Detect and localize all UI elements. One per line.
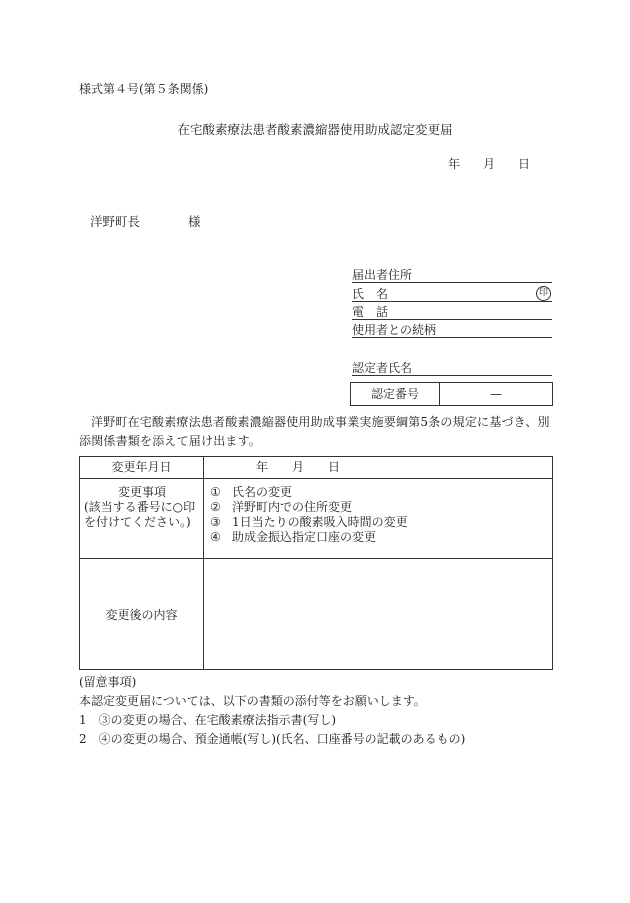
notes-item-2: 2 ④の変更の場合、預金通帳(写し)(氏名、口座番号の記載のあるもの) [79, 732, 466, 746]
change-date-year: 年 [256, 460, 269, 474]
cert-number-label: 認定番号 [351, 383, 440, 405]
date-month-label: 月 [483, 157, 496, 171]
body-text: 洋野町在宅酸素療法患者酸素濃縮器使用助成事業実施要綱第5条の規定に基づき、別添関係書類を添えて届け出ます。 [79, 415, 550, 448]
form-number: 様式第４号(第５条関係) [79, 82, 209, 96]
change-date-value[interactable] [204, 457, 553, 479]
notes-section [79, 673, 465, 749]
change-date-month: 月 [292, 460, 305, 474]
table-row [80, 457, 553, 479]
change-table [79, 456, 553, 670]
addressee [90, 212, 201, 230]
applicant-name-field[interactable] [352, 287, 552, 302]
relation-label: 使用者との続柄 [352, 323, 437, 337]
relation-field[interactable] [352, 323, 552, 338]
notes-intro: 本認定変更届については、以下の書類の添付等をお願いします。 [79, 694, 426, 708]
applicant-phone-label: 電 話 [352, 305, 389, 319]
applicant-address-field[interactable] [352, 268, 552, 283]
option-oxygen-time-change[interactable]: ③ 1日当たりの酸素吸入時間の変更 [210, 515, 408, 529]
applicant-name-label: 氏 名 [352, 287, 389, 301]
addressee-name: 洋野町長 [90, 214, 141, 229]
change-items-label-note: (該当する番号に○印を付けてください。) [84, 500, 196, 529]
applicant-address-label: 届出者住所 [352, 268, 413, 282]
form-title: 在宅酸素療法患者酸素濃縮器使用助成認定変更届 [177, 122, 453, 137]
after-change-label: 変更後の内容 [80, 559, 204, 670]
date-day-label: 日 [518, 157, 531, 171]
cert-number-box [350, 382, 553, 406]
notes-item-1: 1 ③の変更の場合、在宅酸素療法指示書(写し) [79, 713, 336, 727]
applicant-phone-field[interactable] [352, 305, 552, 320]
cert-number-value[interactable]: — [490, 387, 502, 401]
table-row [80, 559, 553, 670]
date-year-label: 年 [448, 157, 461, 171]
change-date-label: 変更年月日 [80, 457, 204, 479]
option-bank-account-change[interactable]: ④ 助成金振込指定口座の変更 [210, 530, 377, 544]
seal-mark: 印 [536, 286, 551, 301]
notes-heading: (留意事項) [79, 675, 137, 689]
option-address-change[interactable]: ② 洋野町内での住所変更 [210, 500, 353, 514]
certified-person-label: 認定者氏名 [352, 361, 413, 375]
after-change-content-field[interactable] [204, 559, 553, 670]
certified-person-field[interactable] [352, 361, 552, 376]
table-row [80, 479, 553, 559]
change-items-label [80, 479, 204, 559]
change-items-options [204, 479, 553, 559]
addressee-honorific: 様 [188, 214, 201, 229]
change-date-day: 日 [328, 460, 341, 474]
change-items-label-main: 変更事項 [117, 485, 166, 499]
option-name-change[interactable]: ① 氏名の変更 [210, 485, 293, 499]
